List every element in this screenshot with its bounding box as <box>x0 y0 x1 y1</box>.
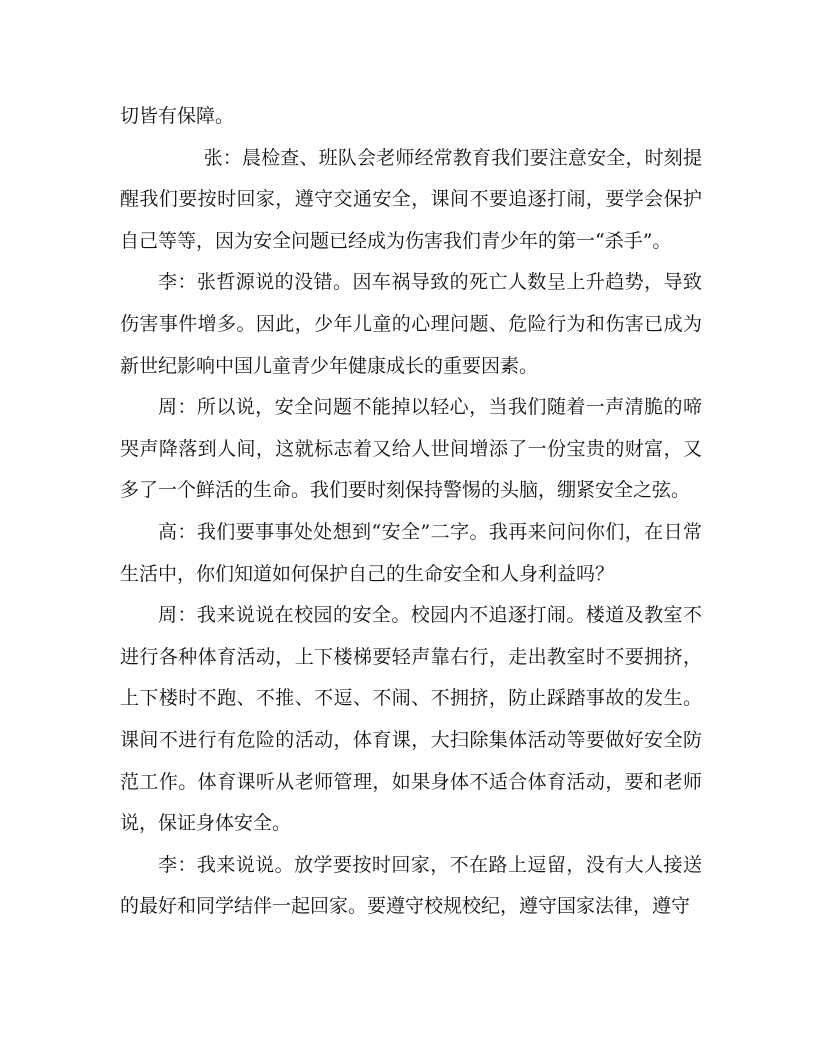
paragraph-zhou-1: 周：所以说，安全问题不能掉以轻心，当我们随着一声清脆的啼哭声降落到人间，这就标志着又给人世间增添了一份宝贵的财富，又多了一个鲜活的生命。我们要时刻保持警惕的头脑，绷紧安全之弦。 <box>120 396 702 502</box>
paragraph-zhang: 张：晨检查、班队会老师经常教育我们要注意安全，时刻提醒我们要按时回家，遵守交通安全，课间不要追逐打闹，要学会保护自己等等，因为安全问题已经成为伤害我们青少年的第一“杀手”。 <box>120 146 702 252</box>
paragraph-gao: 高：我们要事事处处想到“安全”二字。我再来问问你们，在日常生活中，你们知道如何保护自己的生命安全和人身利益吗？ <box>120 520 702 585</box>
document-page <box>120 96 702 928</box>
paragraph-zhou-2: 周：我来说说在校园的安全。校园内不追逐打闹。楼道及教室不进行各种体育活动，上下楼梯要轻声靠右行，走出教室时不要拥挤，上下楼时不跑、不推、不逗、不闹、不拥挤，防止踩踏事故的发生。课间不进行有危险的活动，体育课，大扫除集体活动等要做好安全防范工作。体育课听从老师管理，如果身体不适合体育活动，要和老师说，保证身体安全。 <box>120 604 702 835</box>
paragraph-continued: 切皆有保障。 <box>120 105 235 127</box>
paragraph-li-2: 李：我来说说。放学要按时回家，不在路上逗留，没有大人接送的最好和同学结伴一起回家。要遵守校规校纪，遵守国家法律，遵守 <box>120 853 702 918</box>
paragraph-li-1: 李：张哲源说的没错。因车祸导致的死亡人数呈上升趋势，导致伤害事件增多。因此，少年儿童的心理问题、危险行为和伤害已成为新世纪影响中国儿童青少年健康成长的重要因素。 <box>120 271 702 377</box>
